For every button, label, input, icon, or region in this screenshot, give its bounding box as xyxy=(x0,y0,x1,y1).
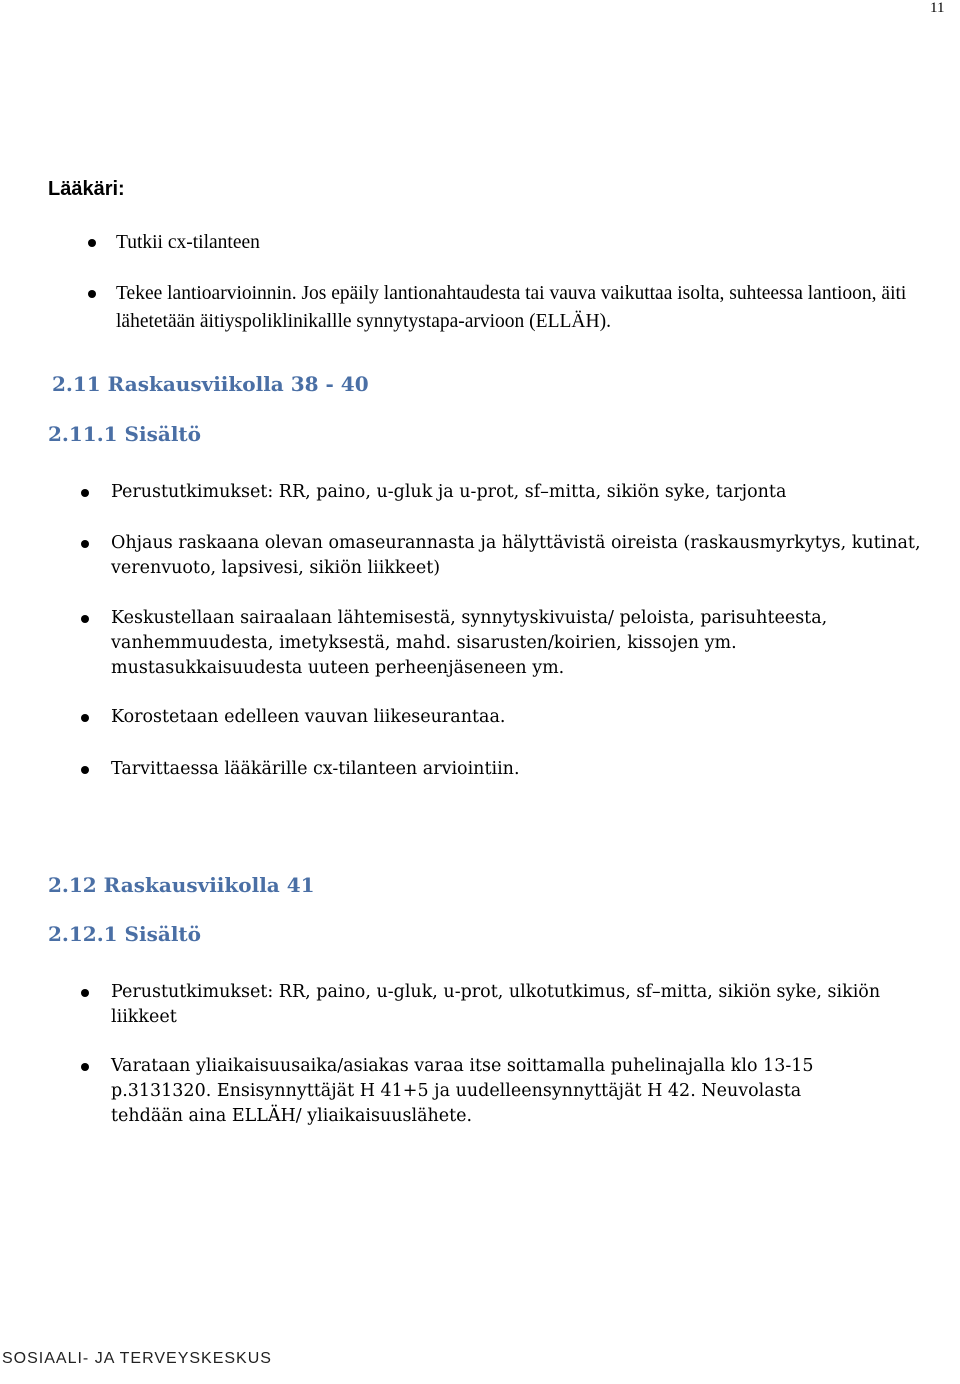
list-item-text: Varataan yliaikaisuusaika/asiakas varaa itse soittamalla puhelinajalla klo 13-15 p.3131320. Ensisynnyttäjät H 41+5 ja uudelleensynnyttäjät H 42. Neuvolasta tehdään aina ELLÄH/ yliaikaisuuslähete. xyxy=(111,1056,814,1126)
section-heading: 2.11 Raskausviikolla 38 - 40 xyxy=(52,372,369,396)
doctor-heading: Lääkäri: xyxy=(48,178,125,200)
list-item-text: Tekee lantioarvioinnin. Jos epäily lantionahtaudesta tai vauva vaikuttaa isolta, suhteessa lantioon, äiti lähetetään äitiyspoliklinikallle synnytystapa-arvioon (ELLÄH). xyxy=(116,283,907,332)
bullet-icon xyxy=(81,989,89,997)
list-item-text: Perustutkimukset: RR, paino, u-gluk, u-prot, ulkotutkimus, sf–mitta, sikiön syke, sikiön liikkeet xyxy=(111,982,881,1027)
section-subheading: 2.12.1 Sisältö xyxy=(48,922,201,946)
list-item-text: Keskustellaan sairaalaan lähtemisestä, synnytyskivuista/ peloista, parisuhteesta, vanhemmuudesta, imetyksestä, mahd. sisarusten/koirien, kissojen ym. mustasukkaisuudesta uuteen perheenjäseneen ym. xyxy=(111,608,828,678)
bullet-icon xyxy=(81,714,89,722)
list-item-text: Tutkii cx-tilanteen xyxy=(116,232,260,253)
list-item-text: Tarvittaessa lääkärille cx-tilanteen arviointiin. xyxy=(111,759,520,779)
bullet-icon xyxy=(88,239,96,247)
section-heading: 2.12 Raskausviikolla 41 xyxy=(48,873,315,897)
bullet-icon xyxy=(81,766,89,774)
bullet-icon xyxy=(81,540,89,548)
list-item-text: Ohjaus raskaana olevan omaseurannasta ja hälyttävistä oireista (raskausmyrkytys, kutinat, verenvuoto, lapsivesi, sikiön liikkeet) xyxy=(111,533,921,578)
bullet-icon xyxy=(81,1063,89,1071)
footer-organization: SOSIAALI- JA TERVEYSKESKUS xyxy=(2,1350,272,1367)
list-item-text: Korostetaan edelleen vauvan liikeseurantaa. xyxy=(111,707,506,727)
section-subheading: 2.11.1 Sisältö xyxy=(48,422,201,446)
list-item-text: Perustutkimukset: RR, paino, u-gluk ja u-prot, sf–mitta, sikiön syke, tarjonta xyxy=(111,482,787,502)
page-number: 11 xyxy=(930,0,945,16)
bullet-icon xyxy=(81,489,89,497)
bullet-icon xyxy=(81,615,89,623)
bullet-icon xyxy=(88,290,96,298)
